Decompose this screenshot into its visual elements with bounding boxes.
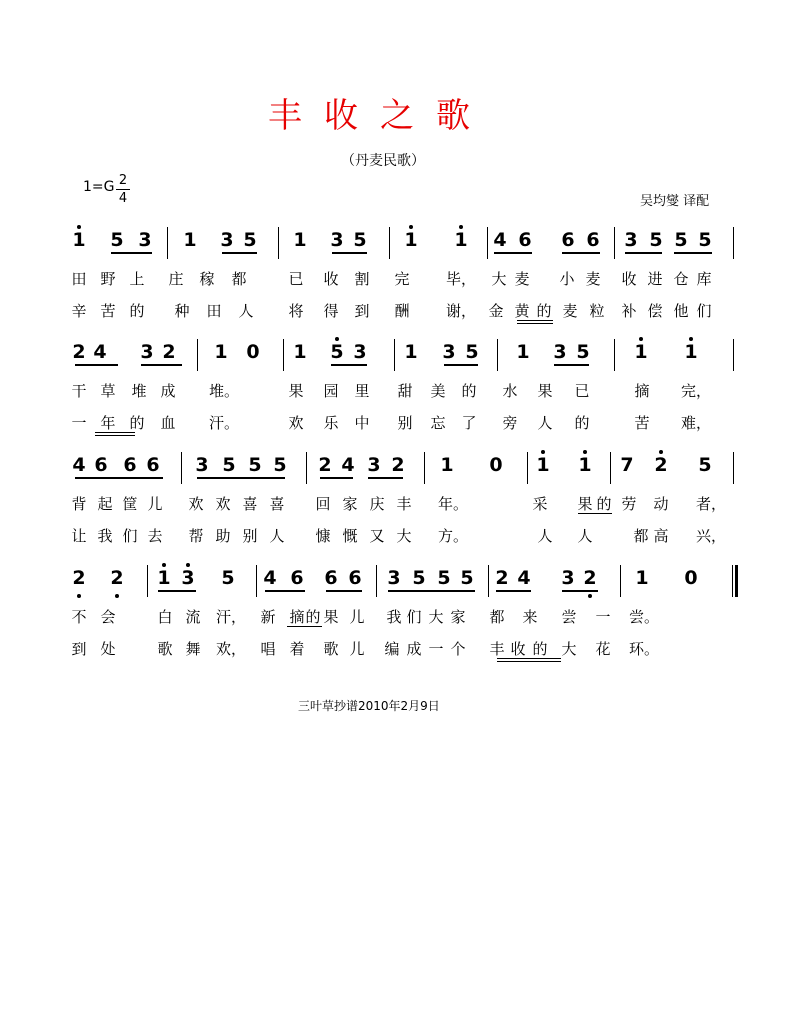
lyric-verse2: 麦 <box>562 302 578 320</box>
lyric-verse1: 美 <box>430 382 446 400</box>
lyric-verse2: 苦 <box>634 414 650 432</box>
jianpu-note: 5 <box>465 341 479 363</box>
jianpu-note: 2 <box>495 567 509 589</box>
jianpu-note: 4 <box>517 567 531 589</box>
jianpu-note: 6 <box>586 229 600 251</box>
barline <box>487 227 488 259</box>
lyric-verse2: 人 <box>238 302 254 320</box>
barline <box>614 227 615 259</box>
lyric-verse1: 新 <box>260 608 276 626</box>
lyric-verse2: 人 <box>537 414 553 432</box>
lyric-verse1: 儿 <box>147 495 163 513</box>
high-octave-dot <box>409 225 413 229</box>
jianpu-note: 5 <box>243 229 257 251</box>
lyric-verse2: 们 <box>122 527 138 545</box>
lyric-verse1: 收 <box>323 270 339 288</box>
jianpu-note: 3 <box>181 567 195 589</box>
jianpu-note: 3 <box>330 229 344 251</box>
low-octave-dot <box>115 594 119 598</box>
jianpu-note: 4 <box>493 229 507 251</box>
beam-underline <box>674 252 712 254</box>
beam-underline <box>158 590 196 592</box>
song-origin: （丹麦民歌） <box>341 153 425 169</box>
jianpu-note: 5 <box>221 567 235 589</box>
beam-underline <box>320 477 353 479</box>
lyric-verse2: 苦 <box>100 302 116 320</box>
lyric-verse2: 辛 <box>71 302 87 320</box>
beam-underline <box>562 590 598 592</box>
time-numerator: 2 <box>116 172 130 190</box>
jianpu-note: 3 <box>140 341 154 363</box>
lyric-verse2: 儿 <box>349 640 365 658</box>
lyric-verse1: 已 <box>288 270 304 288</box>
lyric-verse1: 的 <box>596 495 612 513</box>
lyric-verse2: 花 <box>595 640 611 658</box>
lyric-verse2: 年 <box>100 414 116 432</box>
lyric-verse2: 一 <box>428 640 444 658</box>
jianpu-note: 4 <box>72 454 86 476</box>
lyric-verse2: 血 <box>160 414 176 432</box>
lyric-verse2: 编 <box>384 640 400 658</box>
jianpu-note: 1 <box>578 454 592 476</box>
barline <box>283 339 284 371</box>
lyric-verse1: 果 <box>577 495 593 513</box>
lyric-verse1: 尝。 <box>629 608 660 626</box>
barline <box>181 452 182 484</box>
lyric-verse2: 大 <box>561 640 577 658</box>
lyric-verse2: 慷 <box>315 527 331 545</box>
jianpu-note: 1 <box>157 567 171 589</box>
lyric-verse2: 中 <box>354 414 370 432</box>
lyric-verse1: 尝 <box>561 608 577 626</box>
lyric-verse2: 环。 <box>629 640 660 658</box>
lyric-slur-underline <box>497 661 561 662</box>
lyric-verse2: 收 <box>510 640 526 658</box>
lyric-verse1: 不 <box>71 608 87 626</box>
lyric-verse1: 背 <box>71 495 87 513</box>
beam-underline <box>326 590 362 592</box>
lyric-verse1: 儿 <box>349 608 365 626</box>
lyric-verse2: 得 <box>323 302 339 320</box>
jianpu-note: 3 <box>220 229 234 251</box>
jianpu-note: 5 <box>273 454 287 476</box>
lyric-verse1: 进 <box>647 270 663 288</box>
lyric-verse2: 的 <box>536 302 552 320</box>
jianpu-note: 5 <box>437 567 451 589</box>
lyric-verse2: 别 <box>397 414 413 432</box>
transcription-note: 三叶草抄谱2010年2月9日 <box>298 699 440 713</box>
lyric-verse1: 果 <box>537 382 553 400</box>
jianpu-note: 5 <box>649 229 663 251</box>
lyric-verse1: 的 <box>461 382 477 400</box>
lyric-verse2: 丰 <box>489 640 505 658</box>
lyric-verse1: 家 <box>450 608 466 626</box>
lyric-slur-underline <box>578 513 612 514</box>
lyric-verse1: 流 <box>185 608 201 626</box>
lyric-verse2: 兴， <box>696 527 727 545</box>
lyric-verse1: 喜 <box>269 495 285 513</box>
lyric-slur-underline <box>517 323 553 324</box>
lyric-verse2: 又 <box>369 527 385 545</box>
lyric-slur-underline <box>497 658 561 659</box>
lyric-verse2: 别 <box>242 527 258 545</box>
beam-underline <box>494 252 532 254</box>
lyric-verse1: 野 <box>100 270 116 288</box>
lyric-verse2: 谢， <box>446 302 477 320</box>
lyric-verse1: 者， <box>696 495 727 513</box>
lyric-verse1: 果 <box>288 382 304 400</box>
jianpu-note: 6 <box>123 454 137 476</box>
jianpu-note: 1 <box>684 341 698 363</box>
jianpu-note: 4 <box>263 567 277 589</box>
jianpu-note: 2 <box>654 454 668 476</box>
low-octave-dot <box>77 594 81 598</box>
barline <box>497 339 498 371</box>
lyric-verse2: 的 <box>129 414 145 432</box>
lyric-verse2: 到 <box>71 640 87 658</box>
beam-underline <box>75 477 163 479</box>
lyric-verse1: 来 <box>522 608 538 626</box>
lyric-verse2: 成 <box>406 640 422 658</box>
arranger-credit: 吴均燮 译配 <box>640 194 710 209</box>
lyric-verse2: 一 <box>71 414 87 432</box>
lyric-verse2: 到 <box>354 302 370 320</box>
jianpu-note: 5 <box>674 229 688 251</box>
jianpu-note: 0 <box>489 454 503 476</box>
jianpu-note: 3 <box>387 567 401 589</box>
jianpu-note: 1 <box>72 229 86 251</box>
lyric-verse2: 让 <box>71 527 87 545</box>
jianpu-note: 5 <box>248 454 262 476</box>
jianpu-note: 1 <box>454 229 468 251</box>
lyric-verse1: 草 <box>100 382 116 400</box>
lyric-verse2: 们 <box>696 302 712 320</box>
jianpu-note: 1 <box>293 229 307 251</box>
lyric-verse1: 园 <box>323 382 339 400</box>
jianpu-note: 5 <box>576 341 590 363</box>
jianpu-note: 7 <box>620 454 634 476</box>
jianpu-note: 2 <box>318 454 332 476</box>
lyric-verse2: 偿 <box>647 302 663 320</box>
lyric-verse1: 欢 <box>188 495 204 513</box>
lyric-verse2: 旁 <box>502 414 518 432</box>
barline <box>256 565 257 597</box>
lyric-verse1: 采 <box>532 495 548 513</box>
barline <box>610 452 611 484</box>
lyric-verse2: 唱 <box>260 640 276 658</box>
high-octave-dot <box>583 450 587 454</box>
jianpu-note: 3 <box>353 341 367 363</box>
jianpu-note: 5 <box>460 567 474 589</box>
lyric-verse1: 田 <box>71 270 87 288</box>
lyric-verse1: 堆 <box>131 382 147 400</box>
lyric-verse2: 人 <box>537 527 553 545</box>
lyric-verse1: 割 <box>354 270 370 288</box>
lyric-verse1: 完 <box>394 270 410 288</box>
high-octave-dot <box>459 225 463 229</box>
barline <box>197 339 198 371</box>
lyric-verse1: 堆。 <box>209 382 240 400</box>
lyric-verse2: 补 <box>621 302 637 320</box>
jianpu-note: 2 <box>583 567 597 589</box>
lyric-verse1: 庆 <box>369 495 385 513</box>
jianpu-note: 4 <box>93 341 107 363</box>
lyric-verse1: 一 <box>595 608 611 626</box>
lyric-verse2: 难， <box>681 414 712 432</box>
lyric-slur-underline <box>287 626 322 627</box>
lyric-verse2: 粒 <box>589 302 605 320</box>
lyric-verse2: 歌 <box>323 640 339 658</box>
lyric-verse1: 大 <box>428 608 444 626</box>
lyric-verse2: 大 <box>396 527 412 545</box>
beam-underline <box>625 252 662 254</box>
lyric-verse1: 会 <box>100 608 116 626</box>
barline <box>614 339 615 371</box>
jianpu-note: 5 <box>698 229 712 251</box>
jianpu-note: 1 <box>516 341 530 363</box>
lyric-verse1: 年。 <box>438 495 469 513</box>
lyric-verse2: 金 <box>488 302 504 320</box>
high-octave-dot <box>659 450 663 454</box>
barline <box>147 565 148 597</box>
barline <box>733 452 734 484</box>
lyric-verse2: 帮 <box>188 527 204 545</box>
key-name: 1=G <box>83 179 115 195</box>
lyric-verse2: 种 <box>174 302 190 320</box>
jianpu-note: 2 <box>110 567 124 589</box>
lyric-verse2: 人 <box>577 527 593 545</box>
beam-underline <box>111 252 152 254</box>
lyric-verse1: 的 <box>305 608 321 626</box>
jianpu-note: 2 <box>391 454 405 476</box>
barline <box>733 227 734 259</box>
jianpu-note: 5 <box>412 567 426 589</box>
lyric-slur-underline <box>95 432 135 433</box>
final-barline-thick <box>735 565 738 597</box>
jianpu-note: 6 <box>94 454 108 476</box>
barline <box>278 227 279 259</box>
beam-underline <box>331 364 367 366</box>
lyric-verse2: 助 <box>215 527 231 545</box>
beam-underline <box>75 364 118 366</box>
lyric-verse2: 的 <box>129 302 145 320</box>
lyric-verse1: 家 <box>342 495 358 513</box>
final-barline <box>732 565 733 597</box>
jianpu-note: 1 <box>634 341 648 363</box>
lyric-verse1: 都 <box>489 608 505 626</box>
jianpu-note: 0 <box>684 567 698 589</box>
jianpu-note: 1 <box>536 454 550 476</box>
lyric-verse1: 摘 <box>634 382 650 400</box>
beam-underline <box>368 477 403 479</box>
high-octave-dot <box>162 563 166 567</box>
beam-underline <box>562 252 600 254</box>
lyric-verse2: 酬 <box>394 302 410 320</box>
lyric-verse2: 去 <box>147 527 163 545</box>
song-title: 丰收之歌 <box>268 96 492 136</box>
beam-underline <box>265 590 305 592</box>
jianpu-note: 6 <box>290 567 304 589</box>
lyric-verse1: 麦 <box>585 270 601 288</box>
jianpu-note: 6 <box>518 229 532 251</box>
lyric-verse2: 的 <box>532 640 548 658</box>
lyric-verse1: 甜 <box>397 382 413 400</box>
lyric-verse1: 喜 <box>242 495 258 513</box>
lyric-verse2: 他 <box>673 302 689 320</box>
lyric-verse1: 我 <box>386 608 402 626</box>
lyric-verse1: 欢 <box>215 495 231 513</box>
lyric-verse2: 欢 <box>288 414 304 432</box>
lyric-verse1: 毕， <box>446 270 477 288</box>
lyric-verse1: 丰 <box>396 495 412 513</box>
beam-underline <box>554 364 589 366</box>
lyric-verse1: 动 <box>653 495 669 513</box>
high-octave-dot <box>689 337 693 341</box>
jianpu-note: 1 <box>404 229 418 251</box>
lyric-verse1: 已 <box>574 382 590 400</box>
time-signature <box>116 172 130 207</box>
low-octave-dot <box>588 594 592 598</box>
high-octave-dot <box>77 225 81 229</box>
lyric-verse2: 人 <box>269 527 285 545</box>
beam-underline <box>222 252 257 254</box>
jianpu-note: 5 <box>110 229 124 251</box>
lyric-verse2: 乐 <box>323 414 339 432</box>
lyric-verse2: 慨 <box>342 527 358 545</box>
lyric-verse1: 完， <box>681 382 712 400</box>
lyric-verse1: 庄 <box>168 270 184 288</box>
jianpu-note: 6 <box>348 567 362 589</box>
lyric-verse1: 大 <box>491 270 507 288</box>
lyric-verse1: 筐 <box>122 495 138 513</box>
beam-underline <box>444 364 478 366</box>
lyric-verse2: 歌 <box>157 640 173 658</box>
jianpu-note: 1 <box>404 341 418 363</box>
lyric-verse2: 舞 <box>185 640 201 658</box>
jianpu-note: 3 <box>553 341 567 363</box>
barline <box>394 339 395 371</box>
high-octave-dot <box>335 337 339 341</box>
jianpu-note: 5 <box>698 454 712 476</box>
lyric-verse2: 高 <box>653 527 669 545</box>
lyric-verse1: 里 <box>354 382 370 400</box>
high-octave-dot <box>186 563 190 567</box>
beam-underline <box>388 590 475 592</box>
lyric-verse2: 了 <box>461 414 477 432</box>
jianpu-note: 1 <box>183 229 197 251</box>
jianpu-note: 1 <box>635 567 649 589</box>
lyric-verse2: 着 <box>289 640 305 658</box>
lyric-verse1: 都 <box>231 270 247 288</box>
beam-underline <box>197 477 285 479</box>
lyric-verse2: 欢， <box>216 640 247 658</box>
jianpu-note: 3 <box>624 229 638 251</box>
jianpu-note: 1 <box>440 454 454 476</box>
jianpu-note: 5 <box>353 229 367 251</box>
lyric-verse2: 忘 <box>430 414 446 432</box>
jianpu-note: 2 <box>162 341 176 363</box>
high-octave-dot <box>541 450 545 454</box>
lyric-verse1: 收 <box>621 270 637 288</box>
lyric-verse2: 将 <box>288 302 304 320</box>
jianpu-note: 3 <box>561 567 575 589</box>
lyric-verse2: 的 <box>574 414 590 432</box>
jianpu-note: 5 <box>222 454 236 476</box>
lyric-verse2: 个 <box>450 640 466 658</box>
lyric-verse1: 水 <box>502 382 518 400</box>
lyric-verse1: 成 <box>160 382 176 400</box>
jianpu-note: 4 <box>341 454 355 476</box>
jianpu-note: 0 <box>246 341 260 363</box>
lyric-verse2: 处 <box>100 640 116 658</box>
jianpu-note: 2 <box>72 341 86 363</box>
jianpu-note: 5 <box>330 341 344 363</box>
barline <box>488 565 489 597</box>
jianpu-note: 3 <box>138 229 152 251</box>
lyric-verse1: 稼 <box>199 270 215 288</box>
lyric-verse1: 库 <box>696 270 712 288</box>
jianpu-note: 3 <box>367 454 381 476</box>
jianpu-note: 2 <box>72 567 86 589</box>
high-octave-dot <box>639 337 643 341</box>
lyric-verse2: 都 <box>633 527 649 545</box>
lyric-verse1: 麦 <box>514 270 530 288</box>
lyric-verse1: 果 <box>323 608 339 626</box>
barline <box>527 452 528 484</box>
lyric-verse2: 我 <box>97 527 113 545</box>
barline <box>424 452 425 484</box>
lyric-verse1: 回 <box>315 495 331 513</box>
lyric-verse2: 黄 <box>514 302 530 320</box>
lyric-verse1: 摘 <box>289 608 305 626</box>
barline <box>306 452 307 484</box>
jianpu-note: 6 <box>324 567 338 589</box>
barline <box>389 227 390 259</box>
jianpu-note: 1 <box>293 341 307 363</box>
barline <box>620 565 621 597</box>
lyric-verse1: 仓 <box>673 270 689 288</box>
lyric-verse1: 上 <box>129 270 145 288</box>
barline <box>167 227 168 259</box>
jianpu-note: 3 <box>195 454 209 476</box>
barline <box>376 565 377 597</box>
lyric-slur-underline <box>95 435 135 436</box>
lyric-verse1: 汗， <box>216 608 247 626</box>
beam-underline <box>141 364 182 366</box>
lyric-verse2: 田 <box>206 302 222 320</box>
lyric-verse2: 方。 <box>438 527 469 545</box>
lyric-verse1: 干 <box>71 382 87 400</box>
time-denominator: 4 <box>118 191 128 206</box>
lyric-slur-underline <box>517 320 553 321</box>
jianpu-note: 6 <box>561 229 575 251</box>
jianpu-note: 6 <box>146 454 160 476</box>
jianpu-note: 1 <box>214 341 228 363</box>
beam-underline <box>332 252 367 254</box>
lyric-verse1: 小 <box>559 270 575 288</box>
lyric-verse1: 起 <box>97 495 113 513</box>
lyric-verse1: 劳 <box>621 495 637 513</box>
lyric-verse2: 汗。 <box>209 414 240 432</box>
barline <box>733 339 734 371</box>
beam-underline <box>496 590 531 592</box>
jianpu-note: 3 <box>442 341 456 363</box>
lyric-verse1: 白 <box>157 608 173 626</box>
lyric-verse1: 们 <box>406 608 422 626</box>
